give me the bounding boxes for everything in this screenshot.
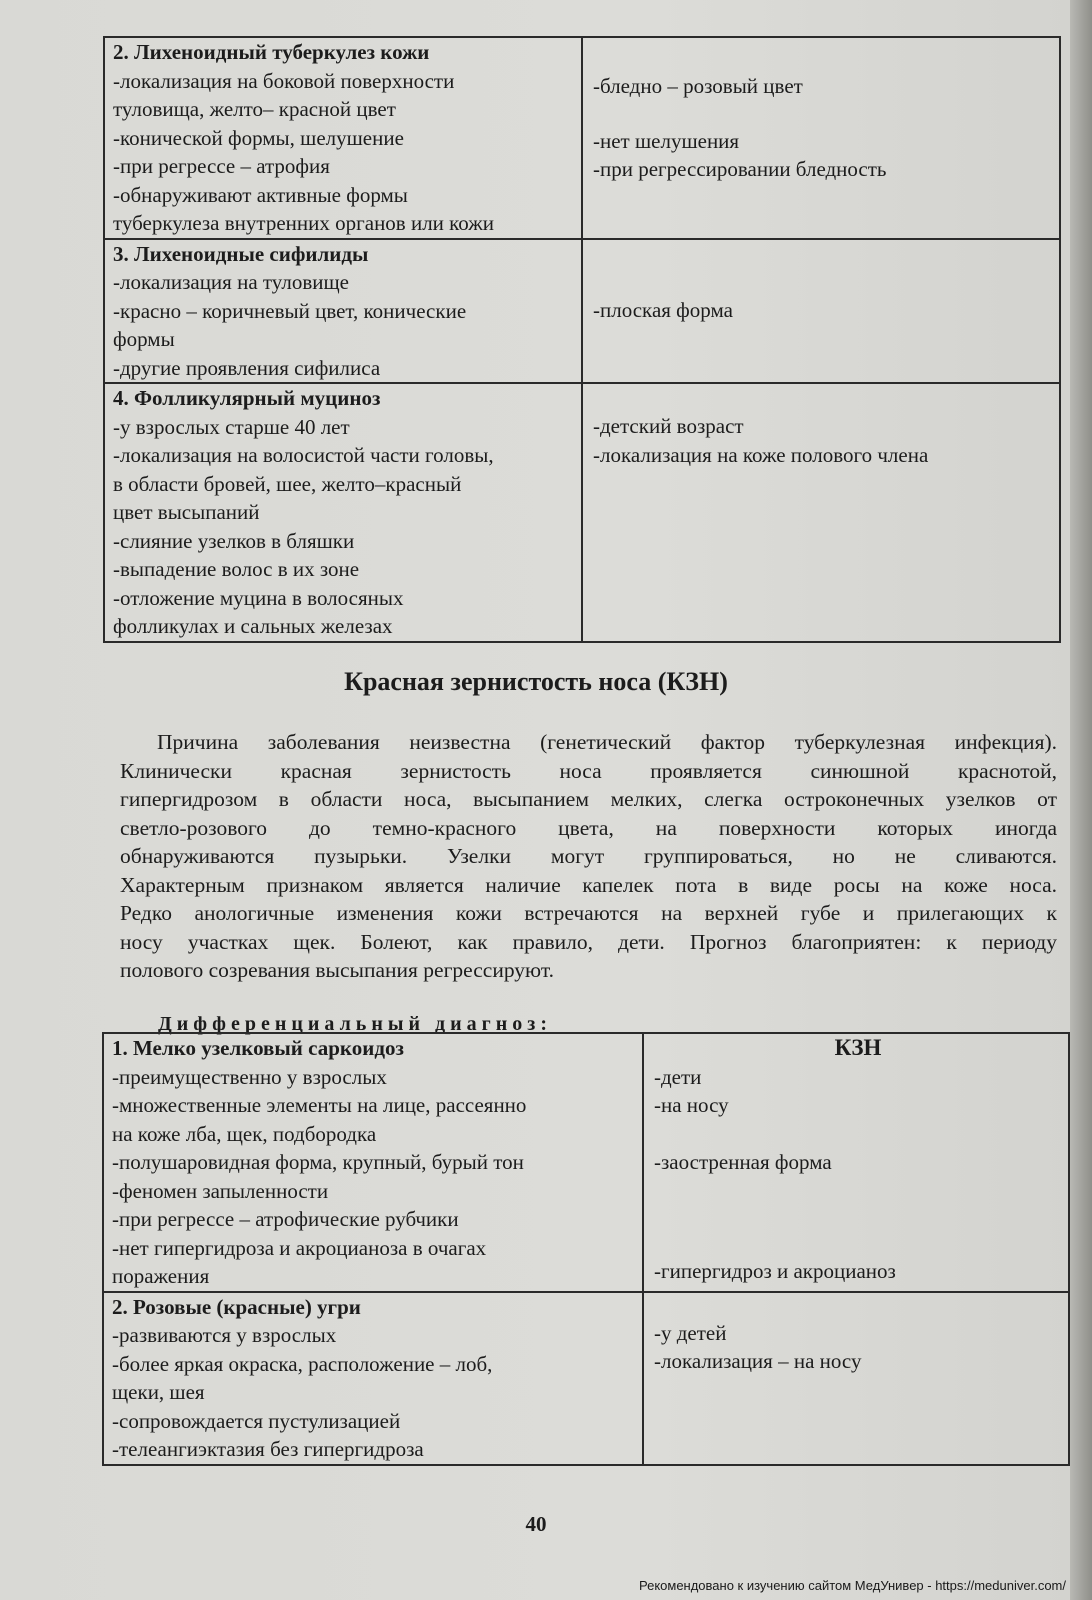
cell-line: -сопровождается пустулизацией (112, 1408, 401, 1433)
paragraph-line: светло-розового до темно-красного цвета, на поверхности которых иногда (120, 815, 1057, 840)
cell-line: поражения (112, 1264, 210, 1288)
cell-line: -конической формы, шелушение (113, 125, 404, 150)
paragraph-line: носу участках щек. Болеют, как правило, дети. Прогноз благоприятен: к периоду (120, 929, 1057, 954)
cell-line: -плоская форма (593, 297, 733, 322)
differential-table-2 (102, 1032, 1070, 1466)
table-row (104, 239, 1060, 384)
cell-line: -преимущественно у взрослых (112, 1064, 387, 1089)
cell-line: -полушаровидная форма, крупный, бурый тон (112, 1150, 524, 1174)
table-row (104, 383, 1060, 642)
cell-line: на коже лба, щек, подбородка (112, 1121, 377, 1146)
paragraph-line: Редко анологичные изменения кожи встречаются на верхней губе и прилегающих к (120, 901, 1057, 925)
paragraph-line: гипергидрозом в области носа, высыпанием мелких, слегка остроконечных узелков от (120, 787, 1057, 811)
cell-line: -нет гипергидроза и акроцианоза в очагах (112, 1235, 487, 1260)
cell-line: в области бровей, шее, желто–красный (113, 471, 462, 496)
table-cell-left (104, 383, 582, 642)
cell-line: -при регрессировании бледность (593, 157, 887, 181)
cell-line: -отложение муцина в волосяных (113, 585, 404, 610)
cell-line: -локализация на боковой поверхности (113, 68, 455, 93)
cell-line: -красно – коричневый цвет, конические (113, 298, 467, 323)
cell-line: туловища, желто– красной цвет (113, 97, 396, 121)
differential-table-1 (103, 36, 1061, 643)
cell-line: фолликулах и сальных железах (113, 614, 393, 638)
row-heading: 4. Фолликулярный муциноз (113, 386, 381, 410)
table-cell-right (582, 37, 1060, 239)
paragraph-line: полового созревания высыпания регрессируют. (120, 958, 554, 982)
cell-line: туберкулеза внутренних органов или кожи (113, 211, 495, 235)
cell-line: -развиваются у взрослых (112, 1323, 337, 1347)
paragraph-line: Клинически красная зернистость носа проявляется синюшной краснотой, (120, 758, 1057, 783)
page-number: 40 (525, 1512, 547, 1536)
body-paragraph (120, 728, 1057, 985)
cell-line: -множественные элементы на лице, рассеянно (112, 1093, 527, 1117)
table-cell-left (104, 239, 582, 384)
row-heading: 2. Розовые (красные) угри (112, 1294, 361, 1319)
cell-line: -на носу (654, 1093, 729, 1117)
table-cell-right (582, 383, 1060, 642)
table-cell-right (582, 239, 1060, 384)
cell-line: -обнаруживают активные формы (113, 182, 408, 207)
table-cell-right (643, 1292, 1069, 1465)
cell-line: -детский возраст (593, 414, 744, 438)
row-heading: 2. Лихеноидный туберкулез кожи (113, 40, 430, 64)
table-cell-right (643, 1033, 1069, 1292)
cell-line: -локализация на коже полового члена (593, 442, 929, 467)
cell-line: -слияние узелков в бляшки (113, 528, 355, 553)
row-heading: 3. Лихеноидные сифилиды (113, 241, 369, 266)
cell-line: -нет шелушения (593, 128, 740, 153)
cell-line: -телеангиэктазия без гипергидроза (112, 1437, 424, 1461)
cell-line: щеки, шея (112, 1380, 205, 1404)
differential-diagnosis-label: Дифференциальный диагноз: (158, 1013, 552, 1035)
cell-line: цвет высыпаний (113, 500, 260, 524)
table-cell-left (104, 37, 582, 239)
paragraph-line: Причина заболевания неизвестна (генетический фактор туберкулезная инфекция). (157, 730, 1057, 754)
table-cell-left (103, 1292, 643, 1465)
paragraph-line: обнаруживаются пузырьки. Узелки могут группироваться, но не сливаются. (120, 844, 1057, 868)
cell-line: -феномен запыленности (112, 1178, 329, 1203)
paragraph-line: Характерным признаком является наличие капелек пота в виде росы на коже носа. (120, 872, 1057, 897)
table-cell-left (103, 1033, 643, 1292)
cell-line: -гипергидроз и акроцианоз (654, 1259, 896, 1283)
kzn-column-header: КЗН (834, 1035, 882, 1060)
cell-line: -локализация на туловище (113, 270, 349, 294)
cell-line: -при регрессе – атрофические рубчики (112, 1207, 459, 1231)
cell-line: -локализация на волосистой части головы, (113, 443, 494, 467)
row-heading: 1. Мелко узелковый саркоидоз (112, 1036, 404, 1060)
cell-line: -локализация – на носу (654, 1349, 862, 1373)
cell-line: -у детей (654, 1320, 727, 1345)
cell-line: -другие проявления сифилиса (113, 355, 381, 380)
table-row (103, 1033, 1069, 1292)
page-edge (1070, 0, 1092, 1600)
cell-line: -бледно – розовый цвет (593, 74, 803, 98)
cell-line: -при регрессе – атрофия (113, 154, 330, 178)
cell-line: -дети (654, 1064, 702, 1089)
cell-line: -заостренная форма (654, 1149, 832, 1174)
cell-line: -более яркая окраска, расположение – лоб, (112, 1351, 493, 1376)
cell-line: -выпадение волос в их зоне (113, 557, 360, 581)
cell-line: формы (113, 327, 175, 351)
footer-watermark: Рекомендовано к изучению сайтом МедУнивер - https://meduniver.com/ (638, 1578, 1066, 1593)
table-row (103, 1292, 1069, 1465)
section-title: Красная зернистость носа (КЗН) (344, 667, 728, 696)
table-row (104, 37, 1060, 239)
cell-line: -у взрослых старше 40 лет (113, 414, 350, 439)
